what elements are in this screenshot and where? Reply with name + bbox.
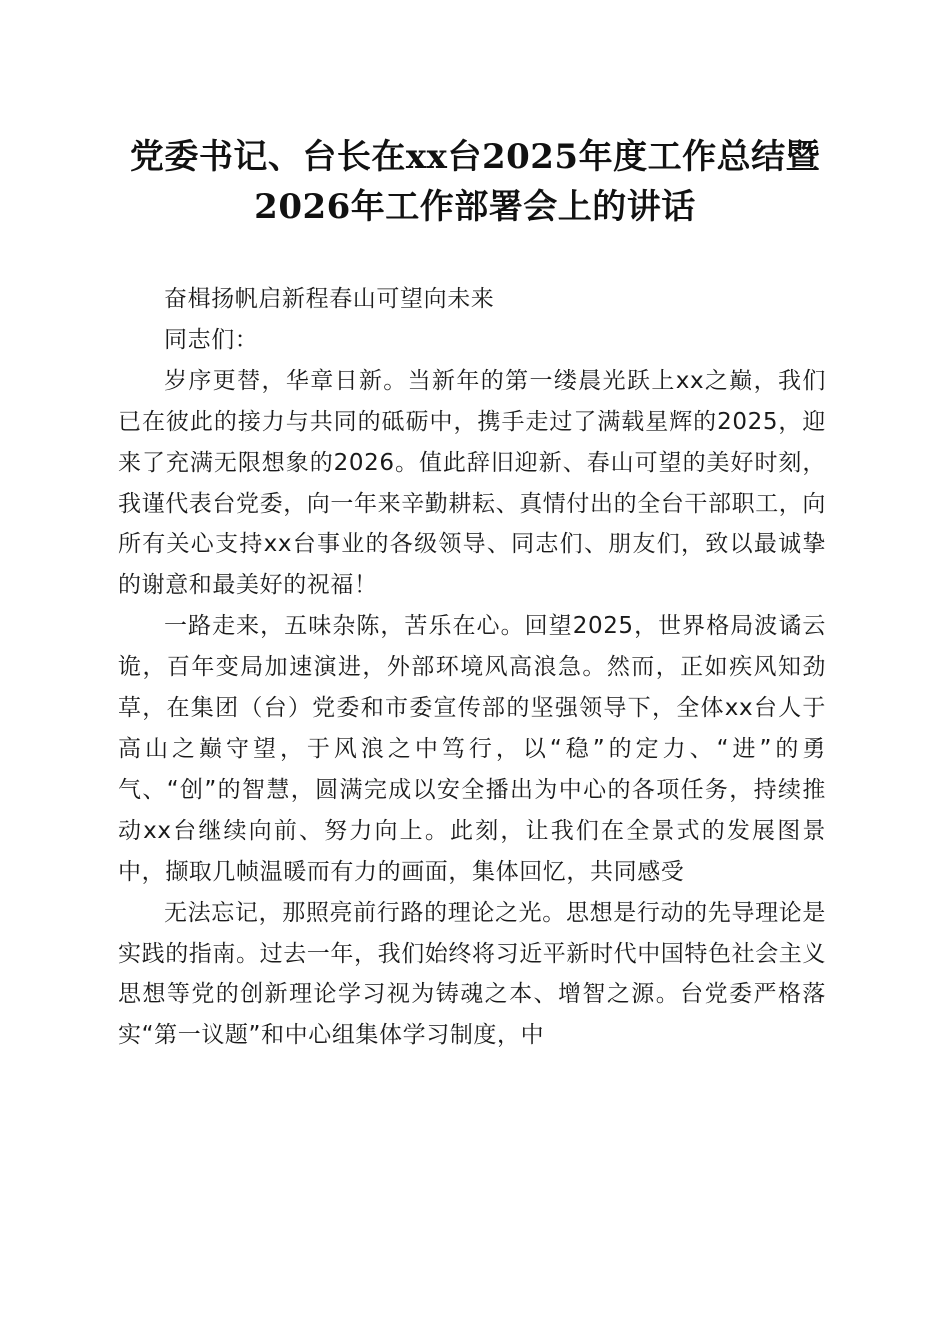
subtitle: 奋楫扬帆启新程春山可望向未来 [164, 286, 495, 312]
title-line-1: 党委书记、台长在xx台2025年度工作总结暨 [129, 137, 821, 177]
salutation: 同志们： [164, 326, 259, 353]
document-body [118, 279, 826, 1056]
document-title [100, 132, 850, 232]
paragraph: 岁序更替，华章日新。当新年的第一缕晨光跃上xx之巅，我们已在彼此的接力与共同的砥砺中，携手走过了满载星辉的2025，迎来了充满无限想象的2026。值此辞旧迎新、春山可望的美好时刻，我谨代表台党委，向一年来辛勤耕耘、真情付出的全台干部职工，向所有关心支持xx台事业的各级领导、同志们、朋友们，致以最诚挚的谢意和最美好的祝福！ [118, 367, 826, 599]
paragraph: 无法忘记，那照亮前行路的理论之光。思想是行动的先导理论是实践的指南。过去一年，我们始终将习近平新时代中国特色社会主义思想等党的创新理论学习视为铸魂之本、增智之源。台党委严格落实“第一议题”和中心组集体学习制度，中 [118, 899, 826, 1049]
paragraph: 一路走来，五味杂陈，苦乐在心。回望2025，世界格局波谲云诡，百年变局加速演进，外部环境风高浪急。然而，正如疾风知劲草，在集团（台）党委和市委宣传部的坚强领导下，全体xx台人于高山之巅守望，于风浪之中笃行，以“稳”的定力、“进”的勇气、“创”的智慧，圆满完成以安全播出为中心的各项任务，持续推动xx台继续向前、努力向上。此刻，让我们在全景式的发展图景中，撷取几帧温暖而有力的画面，集体回忆，共同感受 [118, 613, 826, 885]
title-line-2: 2026年工作部署会上的讲话 [254, 187, 696, 227]
